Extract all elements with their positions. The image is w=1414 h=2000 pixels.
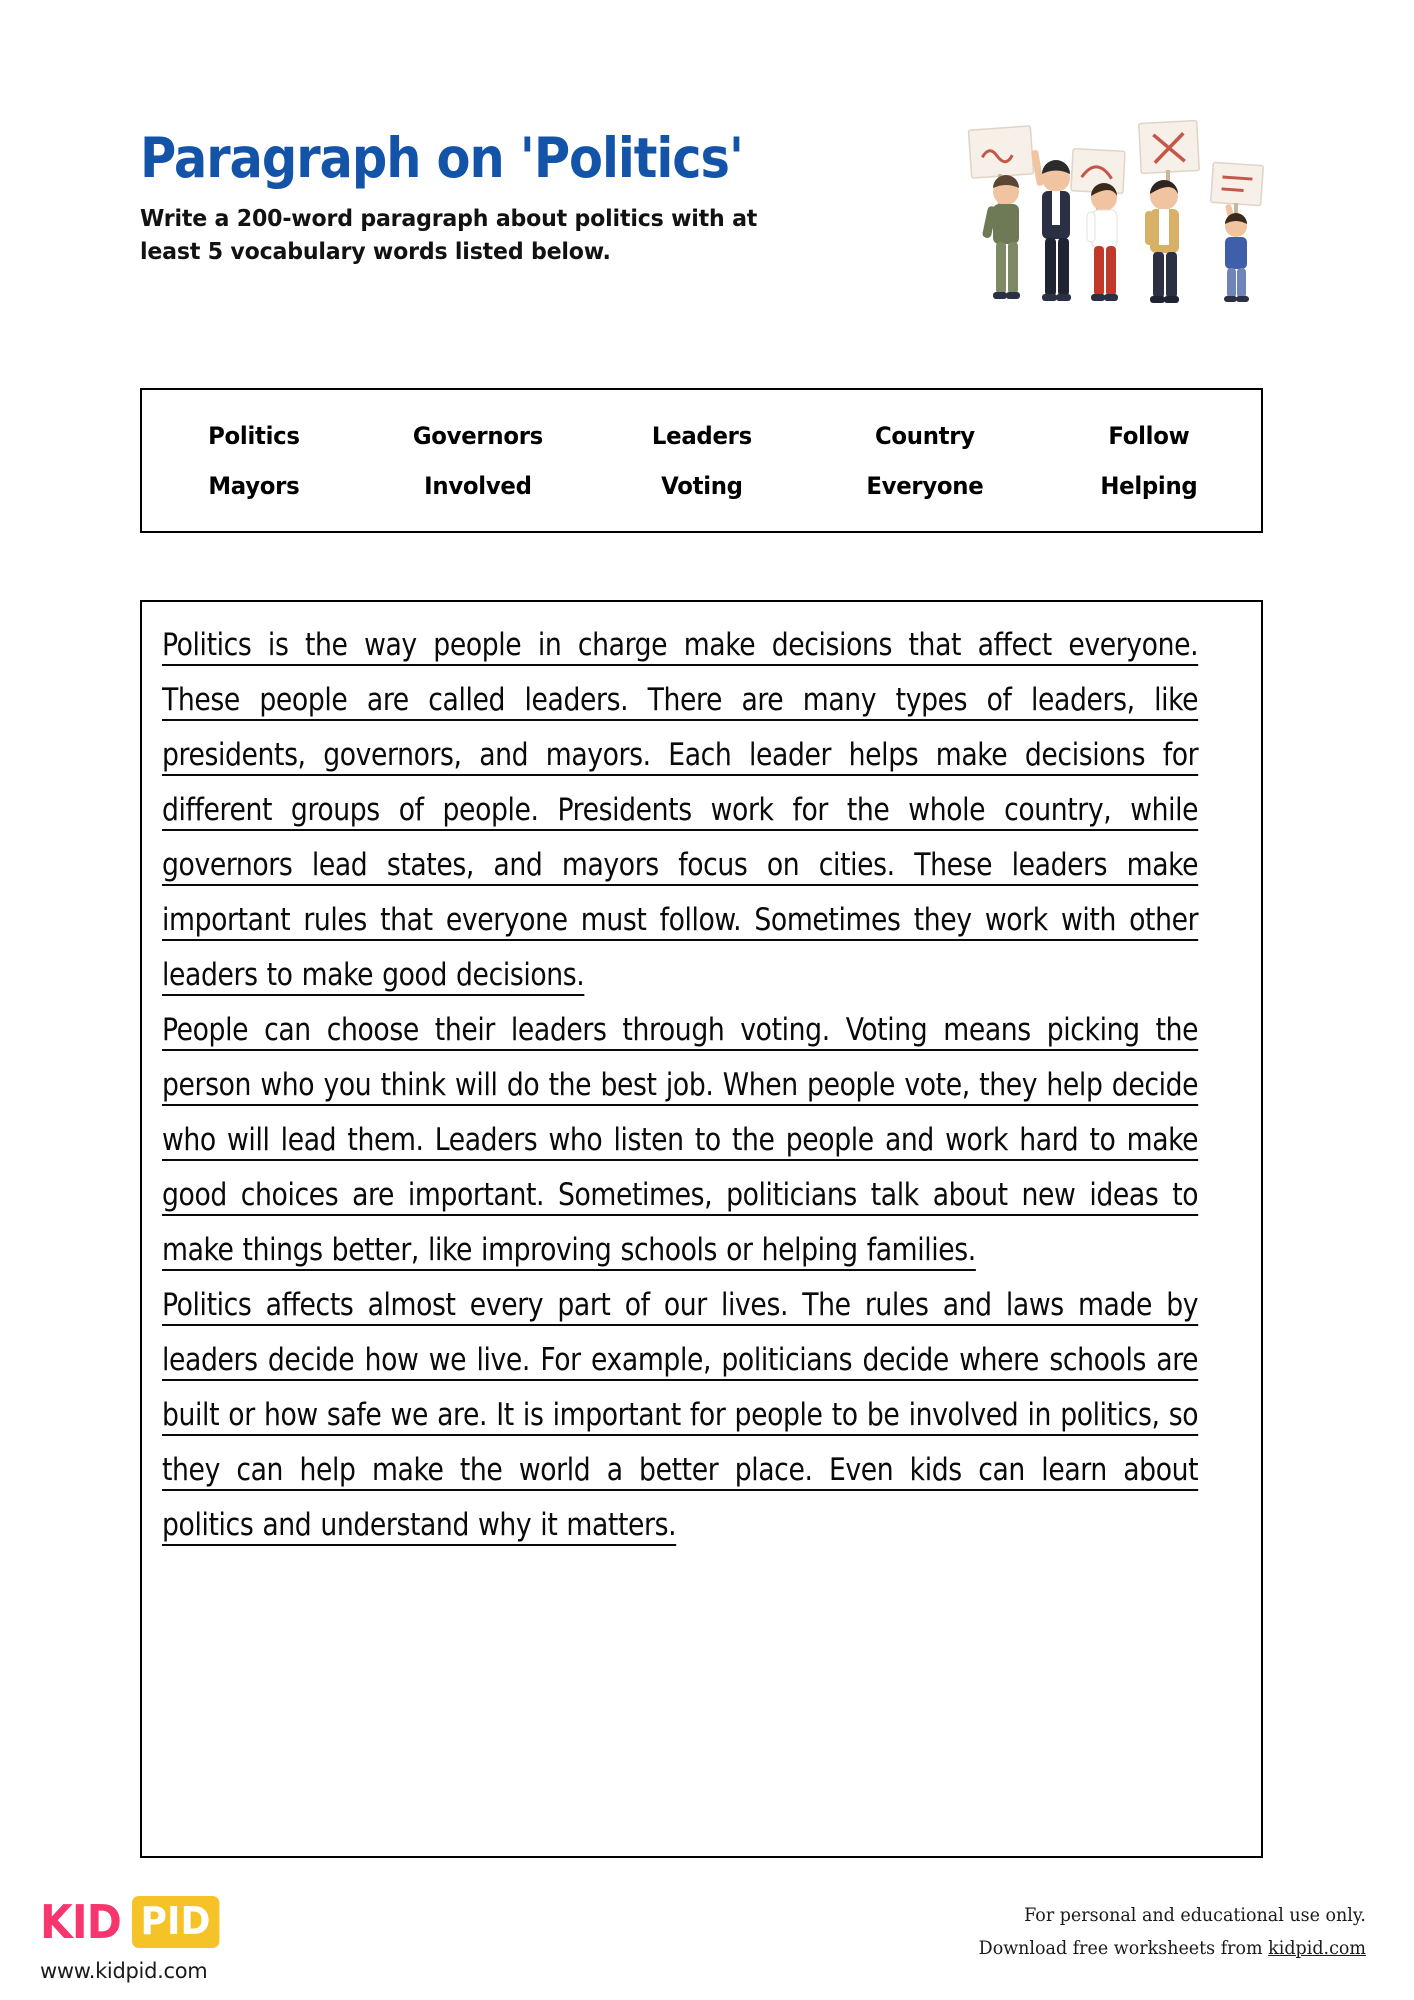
vocabulary-word: Governors — [412, 421, 543, 450]
footer-note-line-1: For personal and educational use only. — [1024, 1904, 1366, 1926]
logo-pid-badge: PID — [132, 1896, 219, 1948]
page-footer — [0, 1885, 1414, 2000]
vocabulary-word: Involved — [423, 471, 532, 500]
vocabulary-word: Follow — [1108, 421, 1190, 450]
logo-website-url: www.kidpid.com — [40, 1959, 208, 1983]
page-title: Paragraph on 'Politics' — [140, 126, 743, 190]
answer-paragraph: Politics is the way people in charge make decisions that affect everyone. These people are called leaders. There are many types of leaders, like presidents, governors, and mayors. Each leader helps make decisions for different groups of people. Presidents work for the whole country, while governors lead states, and mayors focus on cities. These leaders make important rules that everyone must follow. Sometimes they work with other leaders to make good decisions. — [162, 627, 1199, 993]
vocabulary-word: Mayors — [208, 471, 300, 500]
instructions-text: Write a 200-word paragraph about politics with at least 5 vocabulary words listed below. — [140, 203, 758, 266]
vocabulary-row — [142, 461, 1261, 511]
vocabulary-box — [140, 388, 1263, 533]
vocabulary-word: Politics — [208, 421, 300, 450]
logo-marks — [40, 1895, 224, 1949]
protest-crowd-illustration — [960, 120, 1280, 335]
footer-note-line-2 — [979, 1932, 1366, 1965]
kidpid-logo[interactable] — [40, 1895, 224, 1983]
logo-kid-text: KID — [40, 1895, 121, 1949]
answer-paragraph: People can choose their leaders through voting. Voting means picking the person who you think will do the best job. When people vote, they help decide who will lead them. Leaders who listen to the people and work hard to make good choices are important. Sometimes, politicians talk about new ideas to make things better, like improving schools or helping families. — [162, 1012, 1199, 1268]
vocabulary-word: Voting — [660, 471, 743, 500]
worksheet-header — [140, 126, 980, 268]
answer-paragraph: Politics affects almost every part of our lives. The rules and laws made by leaders decide how we live. For example, politicians decide where schools are built or how safe we are. It is important for people to be involved in politics, so they can help make the world a better place. Even kids can learn about politics and understand why it matters. — [162, 1287, 1199, 1543]
kidpid-link[interactable]: kidpid.com — [1268, 1937, 1366, 1960]
answer-box — [140, 600, 1263, 1858]
footer-note-prefix: Download free worksheets from — [978, 1937, 1269, 1960]
vocabulary-row — [142, 411, 1261, 461]
vocabulary-word: Country — [875, 421, 976, 450]
vocabulary-word: Helping — [1100, 471, 1198, 500]
vocabulary-word: Leaders — [651, 421, 752, 450]
footer-usage-note — [979, 1899, 1366, 1966]
vocabulary-word: Everyone — [866, 471, 984, 500]
